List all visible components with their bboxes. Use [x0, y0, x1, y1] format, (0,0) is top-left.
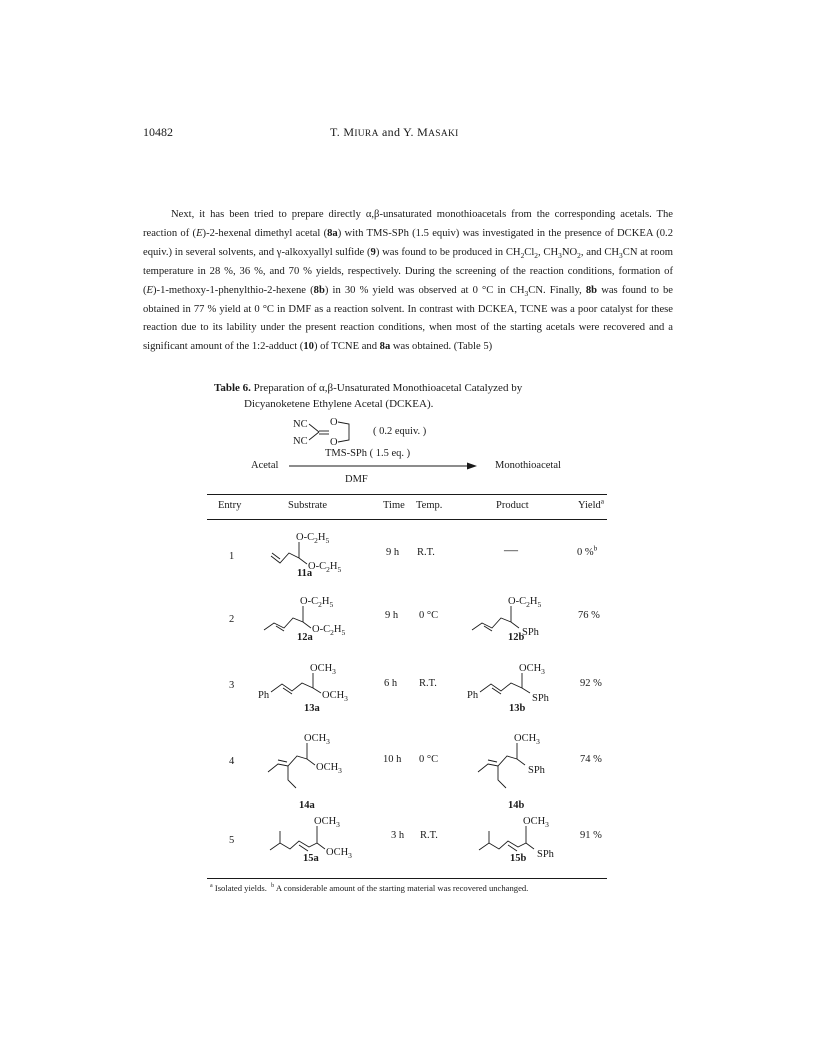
col-temp: Temp.	[416, 500, 443, 511]
row2-entry: 2	[229, 614, 235, 625]
table-top-rule	[207, 494, 607, 495]
row3-substrate-structure	[256, 660, 376, 706]
row2-yield: 76 %	[578, 610, 600, 621]
svg-text:SPh: SPh	[528, 765, 545, 776]
end-label: Monothioacetal	[495, 460, 561, 471]
table-caption	[214, 380, 654, 412]
row1-temp: R.T.	[417, 547, 435, 558]
row4-temp: 0 °C	[419, 754, 439, 765]
row5-substrate-id: 15a	[303, 853, 319, 864]
row4-entry: 4	[229, 756, 235, 767]
row3-product-structure	[465, 660, 585, 706]
col-yield: Yield$^a$	[578, 496, 605, 511]
svg-text:OCH3: $OCH_3$	[514, 733, 540, 746]
col-entry: Entry	[218, 500, 242, 511]
col-product: Product	[496, 500, 529, 511]
row2-substrate-structure	[262, 592, 372, 644]
solvent-label: DMF	[345, 474, 368, 485]
table-bottom-rule	[207, 878, 607, 879]
row3-substrate-id: 13a	[304, 703, 320, 714]
footnote-a: Isolated yields.	[214, 883, 267, 893]
row3-time: 6 h	[384, 678, 398, 689]
svg-text:OCH3: $OCH_3$	[316, 762, 342, 775]
row5-product-structure	[477, 813, 587, 863]
svg-text:Ph: Ph	[467, 690, 479, 701]
row4-substrate-structure	[266, 730, 376, 796]
svg-text:SPh: SPh	[537, 849, 554, 860]
body-paragraph: Next, it has been tried to prepare directly α,β-unsaturated monothioacetals from the corresponding acetals. The reaction of (E)-2-hexenal dimethyl acetal (8a) with TMS-SPh (1.5 equiv) was investigated in the presence of DCKEA (0.2 equiv.) in several solvents, and γ-alkoxyallyl sulfide (9) was found to be produced in $CH_2Cl_2$, $CH_3NO_2$, and $CH_3CN$ at room temperature in 28 %, 36 %, and 70 % yields, respectively. During the screening of the reaction conditions, formation of (E)-1-methoxy-1-phenylthio-2-hexene (8b) in 30 % yield was observed at 0 °C in $CH_3CN$. Finally, 8b was found to be obtained in 77 % yield at 0 °C in DMF as a reaction solvent. In contrast with DCKEA, TCNE was a poor catalyst for these reaction due to its lability under the present reaction conditions, when most of the starting acetals were recovered and a significant amount of the 1:2-adduct (10) of TCNE and 8a was obtained. (Table 5)	[143, 209, 674, 353]
dckea-structure	[293, 416, 363, 448]
row2-product-structure	[470, 592, 580, 644]
row4-yield: 74 %	[580, 754, 602, 765]
reaction-scheme	[205, 414, 625, 494]
row1-yield: 0 %$^b$	[577, 543, 598, 558]
row1-entry: 1	[229, 551, 235, 562]
svg-text:O-C2H5: $O-C_2H_5$	[508, 596, 542, 609]
row2-time: 9 h	[385, 610, 399, 621]
svg-text:SPh: SPh	[532, 693, 549, 704]
row1-time: 9 h	[386, 547, 400, 558]
reagent-label: TMS-SPh ( 1.5 eq. )	[325, 448, 411, 459]
running-head-authors: T. MIURA and Y. MASAKI	[330, 125, 459, 139]
table-label: Table 6.	[214, 382, 251, 394]
row4-substrate-id: 14a	[299, 800, 315, 811]
row4-time: 10 h	[383, 754, 402, 765]
table-footnote	[210, 883, 630, 893]
footnote-a-mark: a	[210, 883, 213, 890]
row4-product-id: 14b	[508, 800, 525, 811]
reaction-arrow	[289, 461, 479, 471]
svg-text:O-C2H5: $O-C_2H_5$	[312, 624, 346, 637]
svg-text:O-C2H5: $O-C_2H_5$	[296, 532, 330, 545]
svg-text:NC: NC	[293, 419, 308, 430]
catalyst-amount: ( 0.2 equiv. )	[373, 426, 427, 437]
caption-line-1: Preparation of α,β-Unsaturated Monothioacetal Catalyzed by	[253, 382, 523, 394]
svg-text:OCH3: $OCH_3$	[519, 663, 545, 676]
row3-entry: 3	[229, 680, 235, 691]
row1-product: —	[504, 543, 518, 558]
svg-text:OCH3: $OCH_3$	[314, 816, 340, 829]
svg-text:O: O	[330, 417, 338, 428]
row2-temp: 0 °C	[419, 610, 439, 621]
row5-entry: 5	[229, 835, 235, 846]
svg-text:NC: NC	[293, 436, 308, 447]
start-label: Acetal	[251, 460, 279, 471]
svg-text:O: O	[330, 437, 338, 448]
svg-text:OCH3: $OCH_3$	[523, 816, 549, 829]
row5-time: 3 h	[391, 830, 405, 841]
svg-text:OCH3: $OCH_3$	[322, 690, 348, 703]
row5-product-id: 15b	[510, 853, 527, 864]
svg-text:OCH3: $OCH_3$	[326, 847, 352, 860]
svg-text:SPh: SPh	[522, 627, 539, 638]
svg-text:O-C2H5: $O-C_2H_5$	[308, 561, 342, 574]
col-substrate: Substrate	[288, 500, 328, 511]
row1-substrate-structure	[268, 528, 378, 580]
svg-text:O-C2H5: $O-C_2H_5$	[300, 596, 334, 609]
svg-text:OCH3: $OCH_3$	[304, 733, 330, 746]
row3-temp: R.T.	[419, 678, 437, 689]
caption-line-2: Dicyanoketene Ethylene Acetal (DCKEA).	[244, 398, 434, 410]
page-number: 10482	[143, 125, 173, 139]
footnote-b-mark: b	[271, 883, 275, 890]
row5-yield: 91 %	[580, 830, 602, 841]
svg-text:OCH3: $OCH_3$	[310, 663, 336, 676]
svg-text:Ph: Ph	[258, 690, 270, 701]
row2-product-id: 12b	[508, 632, 525, 643]
row1-substrate-id: 11a	[297, 568, 313, 579]
row5-substrate-structure	[268, 813, 378, 863]
footnote-b: A considerable amount of the starting material was recovered unchanged.	[275, 883, 529, 893]
col-time: Time	[383, 500, 405, 511]
row3-yield: 92 %	[580, 678, 602, 689]
row3-product-id: 13b	[509, 703, 526, 714]
row4-product-structure	[476, 730, 586, 796]
row2-substrate-id: 12a	[297, 632, 313, 643]
row5-temp: R.T.	[420, 830, 438, 841]
table-header-rule	[207, 519, 607, 520]
